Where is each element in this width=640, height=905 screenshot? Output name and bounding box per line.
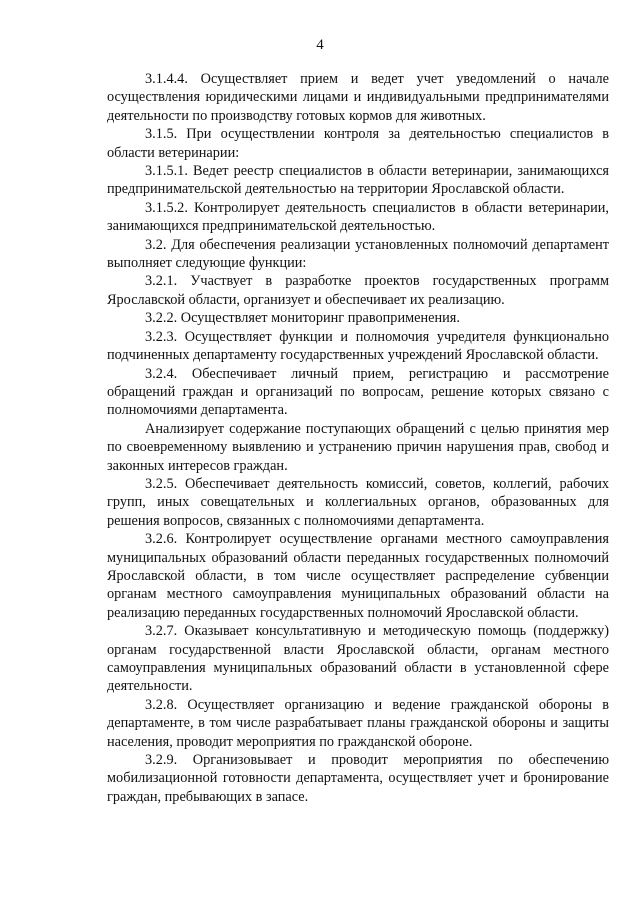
paragraph-3-1-5-2: 3.1.5.2. Контролирует деятельность специалистов в области ветеринарии, занимающихся предпринимательской деятельностью.	[107, 199, 609, 235]
paragraph-3-1-5: 3.1.5. При осуществлении контроля за деятельностью специалистов в области ветеринарии:	[107, 126, 609, 161]
document-body	[107, 70, 609, 806]
paragraph-3-2-4: 3.2.4. Обеспечивает личный прием, регистрацию и рассмотрение обращений граждан и организаций по вопросам, решение которых связано с полномочиями департамента.	[107, 365, 609, 419]
paragraph-3-2: 3.2. Для обеспечения реализации установленных полномочий департамент выполняет следующие функции:	[107, 236, 609, 272]
paragraph-3-1-4-4: 3.1.4.4. Осуществляет прием и ведет учет уведомлений о начале осуществления юридическими лицами и индивидуальными предпринимателями деятельности по производству готовых кормов для животных.	[107, 71, 609, 124]
page-number: 4	[316, 37, 324, 53]
paragraph-3-2-8: 3.2.8. Осуществляет организацию и ведение гражданской обороны в департаменте, в том числе разрабатывает планы гражданской обороны и защиты населения, проводит мероприятия по гражданской обороне.	[107, 696, 609, 750]
paragraph-3-2-4-analysis: Анализирует содержание поступающих обращений с целью принятия мер по своевременному выявлению и устранению причин нарушения прав, свобод и законных интересов граждан.	[107, 420, 609, 474]
paragraph-3-2-7: 3.2.7. Оказывает консультативную и методическую помощь (поддержку) органам государственной власти Ярославской области, органам местного самоуправления муниципальных образований области в установленной сфере деятельности.	[107, 623, 609, 695]
paragraph-3-2-6: 3.2.6. Контролирует осуществление органами местного самоуправления муниципальных образований области переданных государственных полномочий Ярославской области, в том числе осуществляет распределение субвенции органам местного самоуправления муниципальных образований области на реализацию переданных государственных полномочий Ярославской области.	[107, 531, 609, 621]
paragraph-3-2-9: 3.2.9. Организовывает и проводит мероприятия по обеспечению мобилизационной готовности департамента, осуществляет учет и бронирование граждан, пребывающих в запасе.	[107, 752, 609, 805]
paragraph-3-2-2: 3.2.2. Осуществляет мониторинг правоприменения.	[145, 310, 460, 327]
paragraph-3-2-1: 3.2.1. Участвует в разработке проектов государственных программ Ярославской области, организует и обеспечивает их реализацию.	[107, 273, 609, 308]
paragraph-3-2-5: 3.2.5. Обеспечивает деятельность комиссий, советов, коллегий, рабочих групп, иных совещательных и коллегиальных органов, образованных для решения вопросов, связанных с полномочиями департамента.	[107, 475, 609, 529]
paragraph-3-2-3: 3.2.3. Осуществляет функции и полномочия учредителя функционально подчиненных департаменту государственных учреждений Ярославской области.	[107, 328, 609, 364]
paragraph-3-1-5-1: 3.1.5.1. Ведет реестр специалистов в области ветеринарии, занимающихся предпринимательской деятельностью на территории Ярославской области.	[107, 163, 609, 198]
